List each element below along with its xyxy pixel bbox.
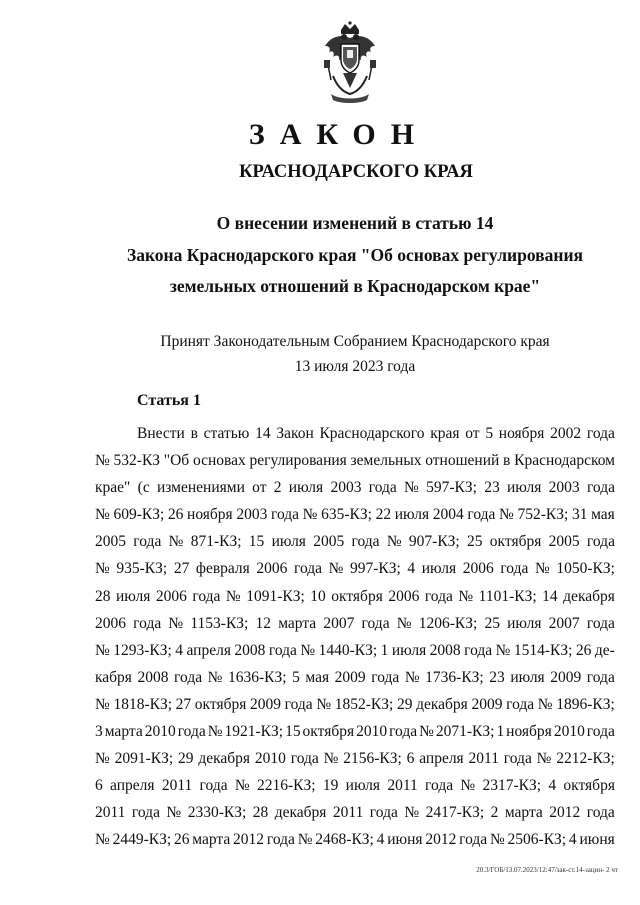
article-word: №: [537, 695, 553, 713]
article-word: года: [467, 506, 496, 524]
article-word: года: [174, 668, 203, 686]
article-word: 2071-КЗ;: [435, 723, 495, 741]
article-word: 10: [310, 587, 326, 605]
article-word: Закон: [276, 425, 314, 442]
article-word: года: [459, 831, 488, 849]
article-body: [95, 420, 615, 854]
article-word: декабря: [563, 587, 615, 605]
article-word: октября: [194, 695, 247, 713]
article-word: №: [95, 831, 110, 849]
article-word: №: [328, 560, 344, 578]
article-word: 15: [248, 533, 265, 551]
article-word: №: [419, 723, 434, 741]
article-word: года: [425, 777, 454, 795]
article-word: 2011: [387, 777, 418, 795]
article-line: [95, 610, 615, 637]
article-word: 12: [255, 614, 272, 632]
article-word: июня: [579, 831, 615, 849]
adoption-info: [0, 329, 640, 379]
article-word: 15: [285, 723, 301, 741]
article-line: [95, 745, 615, 772]
coat-of-arms-icon: [319, 20, 381, 108]
article-word: ноября: [187, 506, 233, 524]
article-word: 14: [255, 425, 271, 442]
article-word: года: [268, 641, 297, 659]
article-word: №: [458, 587, 474, 605]
article-word: декабря: [416, 695, 468, 713]
article-word: №: [168, 614, 184, 632]
article-word: года: [177, 723, 206, 741]
article-word: июля: [421, 560, 457, 578]
article-word: 2: [273, 479, 282, 497]
article-word: 2091-КЗ;: [114, 750, 174, 768]
article-word: года: [371, 668, 400, 686]
article-word: 2008: [429, 641, 461, 659]
article-word: 2010: [553, 723, 585, 741]
article-word: июля: [394, 506, 430, 524]
subject-line: земельных отношений в Краснодарском крае": [169, 276, 541, 296]
article-word: 2007: [548, 614, 580, 632]
article-word: Внести: [137, 425, 185, 442]
article-word: 2468-КЗ;: [315, 831, 374, 849]
article-word: года: [464, 641, 493, 659]
article-word: 1736-КЗ;: [425, 668, 484, 686]
article-word: года: [586, 425, 615, 442]
article-word: 907-КЗ;: [408, 533, 460, 551]
article-word: Краснодарском: [514, 452, 615, 470]
article-word: июня: [387, 831, 423, 849]
article-word: июля: [271, 533, 306, 551]
adoption-date: 13 июля 2023 года: [294, 358, 416, 375]
article-word: 6: [95, 777, 103, 795]
article-word: №: [95, 641, 110, 659]
article-word: 4: [175, 641, 184, 659]
article-word: 25: [467, 533, 483, 551]
article-word: 1: [380, 641, 389, 659]
article-word: в: [190, 425, 198, 442]
article-word: (с: [137, 479, 150, 497]
article-word: 2216-КЗ;: [256, 777, 316, 795]
article-word: 29: [396, 695, 413, 713]
law-title: ЗАКОН: [248, 118, 430, 151]
article-word: 6: [406, 750, 415, 768]
article-word: 2: [490, 804, 499, 822]
article-word: 2449-КЗ;: [112, 831, 172, 849]
article-word: 14: [542, 587, 558, 605]
article-word: 19: [322, 777, 339, 795]
article-word: 2006: [155, 587, 187, 605]
article-word: 1921-КЗ;: [224, 723, 284, 741]
article-word: 2005: [95, 533, 126, 551]
article-word: земельных: [350, 452, 422, 470]
article-word: 23: [489, 668, 505, 686]
article-word: года: [586, 614, 615, 632]
article-word: №: [536, 750, 552, 768]
article-word: №: [95, 506, 110, 524]
article-word: 1440-КЗ;: [318, 641, 378, 659]
article-word: марта: [104, 723, 143, 741]
article-word: 1101-КЗ;: [478, 587, 537, 605]
article-line: [95, 637, 615, 664]
article-word: года: [133, 533, 162, 551]
article-word: №: [95, 750, 110, 768]
article-line: [95, 772, 615, 799]
article-word: 597-КЗ;: [426, 479, 477, 497]
article-word: октября: [563, 777, 615, 795]
document-code: 20.3/ГОБ/13.07.2023/12:47/зак-ст.14-зацин- 2 чт: [476, 866, 618, 874]
article-word: года: [586, 804, 615, 822]
article-word: 2003: [236, 506, 268, 524]
article-word: февраля: [195, 560, 250, 578]
article-word: 2011: [95, 804, 126, 822]
article-word: 29: [178, 750, 194, 768]
article-word: 2009: [249, 695, 281, 713]
article-word: крае": [95, 479, 131, 497]
article-word: 2012: [233, 831, 265, 849]
article-line: [95, 474, 615, 501]
article-heading: Статья 1: [137, 392, 201, 409]
article-word: №: [297, 831, 313, 849]
region-title: КРАСНОДАРСКОГО КРАЯ: [239, 162, 473, 182]
article-word: №: [404, 804, 420, 822]
article-word: 1293-КЗ;: [113, 641, 172, 659]
article-line: [95, 799, 615, 826]
article-word: статью: [203, 425, 250, 442]
article-word: года: [133, 614, 162, 632]
article-word: №: [386, 533, 402, 551]
article-word: года: [131, 804, 160, 822]
article-word: 26: [167, 506, 184, 524]
article-word: №: [95, 452, 110, 470]
article-word: 2330-КЗ;: [187, 804, 247, 822]
article-word: марта: [504, 804, 543, 822]
article-word: апреля: [186, 641, 231, 659]
article-word: года: [389, 723, 418, 741]
article-word: отношений: [425, 452, 500, 470]
article-word: июля: [345, 777, 381, 795]
article-word: 2008: [234, 641, 266, 659]
article-word: 31: [571, 506, 588, 524]
article-word: изменениями: [156, 479, 245, 497]
article-word: 1153-КЗ;: [190, 614, 249, 632]
article-word: июля: [288, 479, 324, 497]
article-word: октября: [331, 587, 383, 605]
article-word: №: [396, 614, 412, 632]
article-line: [95, 583, 615, 610]
article-word: №: [404, 479, 419, 497]
article-word: 2004: [432, 506, 464, 524]
article-word: от: [252, 479, 267, 497]
article-word: 2007: [323, 614, 355, 632]
article-word: года: [506, 695, 535, 713]
subject-line: О внесении изменений в статью 14: [216, 213, 494, 233]
article-word: 2006: [95, 614, 126, 632]
article-word: №: [302, 506, 318, 524]
article-word: №: [323, 750, 339, 768]
article-word: 2010: [254, 750, 286, 768]
article-word: 2012: [549, 804, 581, 822]
article-line: [95, 528, 615, 555]
article-word: №: [168, 533, 184, 551]
article-word: 2005: [548, 533, 580, 551]
article-word: 1818-КЗ;: [113, 695, 173, 713]
article-word: 2006: [256, 560, 288, 578]
article-word: года: [586, 479, 615, 497]
article-word: 1206-КЗ;: [418, 614, 478, 632]
article-word: 2002: [550, 425, 582, 442]
article-line: [95, 555, 615, 582]
article-word: №: [95, 695, 110, 713]
article-word: 4: [548, 777, 557, 795]
article-word: июля: [507, 479, 542, 497]
article-word: года: [586, 533, 615, 551]
article-word: октября: [302, 723, 355, 741]
article-word: №: [495, 641, 511, 659]
article-word: 27: [175, 695, 192, 713]
article-word: 1636-КЗ;: [227, 668, 287, 686]
article-word: года: [351, 533, 380, 551]
article-word: года: [500, 560, 529, 578]
article-word: 2003: [330, 479, 362, 497]
adoption-body: Принят Законодательным Собранием Краснодарского края: [160, 333, 550, 350]
article-word: края: [430, 425, 460, 442]
article-word: 2011: [332, 804, 364, 822]
article-word: 4: [407, 560, 416, 578]
article-word: мая: [591, 506, 615, 524]
article-word: 2012: [425, 831, 457, 849]
article-word: 1852-КЗ;: [334, 695, 394, 713]
article-word: апреля: [110, 777, 155, 795]
article-word: года: [284, 695, 313, 713]
article-word: 26: [173, 831, 190, 849]
article-word: 2156-КЗ;: [343, 750, 402, 768]
article-word: года: [586, 723, 615, 741]
article-word: 752-КЗ;: [517, 506, 569, 524]
article-word: 3: [95, 723, 103, 741]
article-word: июля: [116, 587, 151, 605]
article-word: №: [234, 777, 250, 795]
article-word: июля: [391, 641, 427, 659]
article-word: 5: [292, 668, 300, 686]
article-word: 26: [575, 641, 592, 659]
article-word: 1091-КЗ;: [246, 587, 305, 605]
article-word: 28: [95, 587, 111, 605]
article-word: 22: [375, 506, 392, 524]
article-word: октября: [489, 533, 542, 551]
article-word: кабря: [95, 668, 132, 686]
article-word: марта: [278, 614, 317, 632]
article-word: 609-КЗ;: [113, 506, 165, 524]
article-word: в: [503, 452, 511, 470]
article-word: года: [368, 479, 397, 497]
article-word: 4: [568, 831, 577, 849]
article-word: 25: [484, 614, 500, 632]
article-line: [95, 420, 615, 447]
article-word: года: [293, 560, 323, 578]
article-word: 1514-КЗ;: [513, 641, 573, 659]
article-line: [95, 664, 615, 691]
article-word: мая: [305, 668, 330, 686]
article-word: марта: [192, 831, 231, 849]
article-word: 23: [484, 479, 500, 497]
article-line: [95, 826, 615, 853]
article-word: Краснодарского: [319, 425, 425, 442]
article-word: №: [404, 668, 420, 686]
article-word: 635-КЗ;: [321, 506, 372, 524]
article-word: 4: [376, 831, 385, 849]
article-word: №: [225, 587, 241, 605]
article-word: года: [192, 587, 221, 605]
article-word: №: [207, 668, 223, 686]
article-word: №: [460, 777, 476, 795]
article-word: №: [207, 723, 223, 741]
article-word: регулирования: [249, 452, 347, 470]
article-word: 2317-КЗ;: [482, 777, 542, 795]
article-word: года: [361, 614, 390, 632]
article-word: 28: [252, 804, 269, 822]
article-word: года: [266, 831, 295, 849]
article-word: ноября: [498, 425, 545, 442]
article-word: июля: [510, 668, 545, 686]
article-word: №: [166, 804, 182, 822]
article-word: "Об: [163, 452, 190, 470]
law-subject: [0, 208, 640, 303]
article-word: основах: [192, 452, 246, 470]
article-word: года: [503, 750, 532, 768]
article-word: года: [290, 750, 319, 768]
article-word: 1896-КЗ;: [556, 695, 615, 713]
article-word: 2212-КЗ;: [556, 750, 615, 768]
article-word: 1050-КЗ;: [556, 560, 615, 578]
article-word: №: [300, 641, 316, 659]
article-word: 2008: [137, 668, 169, 686]
article-line: [95, 447, 615, 474]
article-word: года: [424, 587, 453, 605]
article-word: 2506-КЗ;: [507, 831, 567, 849]
article-word: 532-КЗ: [113, 452, 161, 470]
article-word: №: [534, 560, 550, 578]
article-word: 935-КЗ;: [116, 560, 168, 578]
article-word: года: [586, 668, 615, 686]
article-word: 1: [496, 723, 505, 741]
article-word: 2417-КЗ;: [425, 804, 485, 822]
article-word: 27: [173, 560, 190, 578]
article-word: 2009: [471, 695, 503, 713]
article-word: 2010: [356, 723, 388, 741]
article-word: года: [270, 506, 300, 524]
article-line: [95, 718, 615, 745]
article-word: ноября: [506, 723, 552, 741]
article-word: 997-КЗ;: [350, 560, 401, 578]
article-word: №: [95, 560, 110, 578]
article-word: апреля: [419, 750, 464, 768]
article-line: [95, 691, 615, 718]
article-word: июля: [507, 614, 542, 632]
article-word: 5: [485, 425, 494, 442]
article-word: де-: [594, 641, 615, 659]
article-word: 2003: [548, 479, 580, 497]
article-word: года: [199, 777, 228, 795]
article-line: [95, 501, 615, 528]
article-word: декабря: [198, 750, 251, 768]
article-word: года: [369, 804, 398, 822]
article-word: 2011: [468, 750, 499, 768]
article-word: №: [499, 506, 514, 524]
article-word: 2009: [334, 668, 366, 686]
article-word: №: [316, 695, 332, 713]
article-word: 2006: [462, 560, 494, 578]
article-word: 871-КЗ;: [190, 533, 242, 551]
article-word: декабря: [274, 804, 327, 822]
article-word: 2011: [161, 777, 193, 795]
article-word: от: [465, 425, 480, 442]
subject-line: Закона Краснодарского края "Об основах регулирования: [126, 244, 584, 265]
article-word: 2010: [144, 723, 176, 741]
article-word: №: [489, 831, 505, 849]
article-word: 2009: [550, 668, 582, 686]
article-word: 2005: [313, 533, 345, 551]
article-word: 2006: [388, 587, 420, 605]
